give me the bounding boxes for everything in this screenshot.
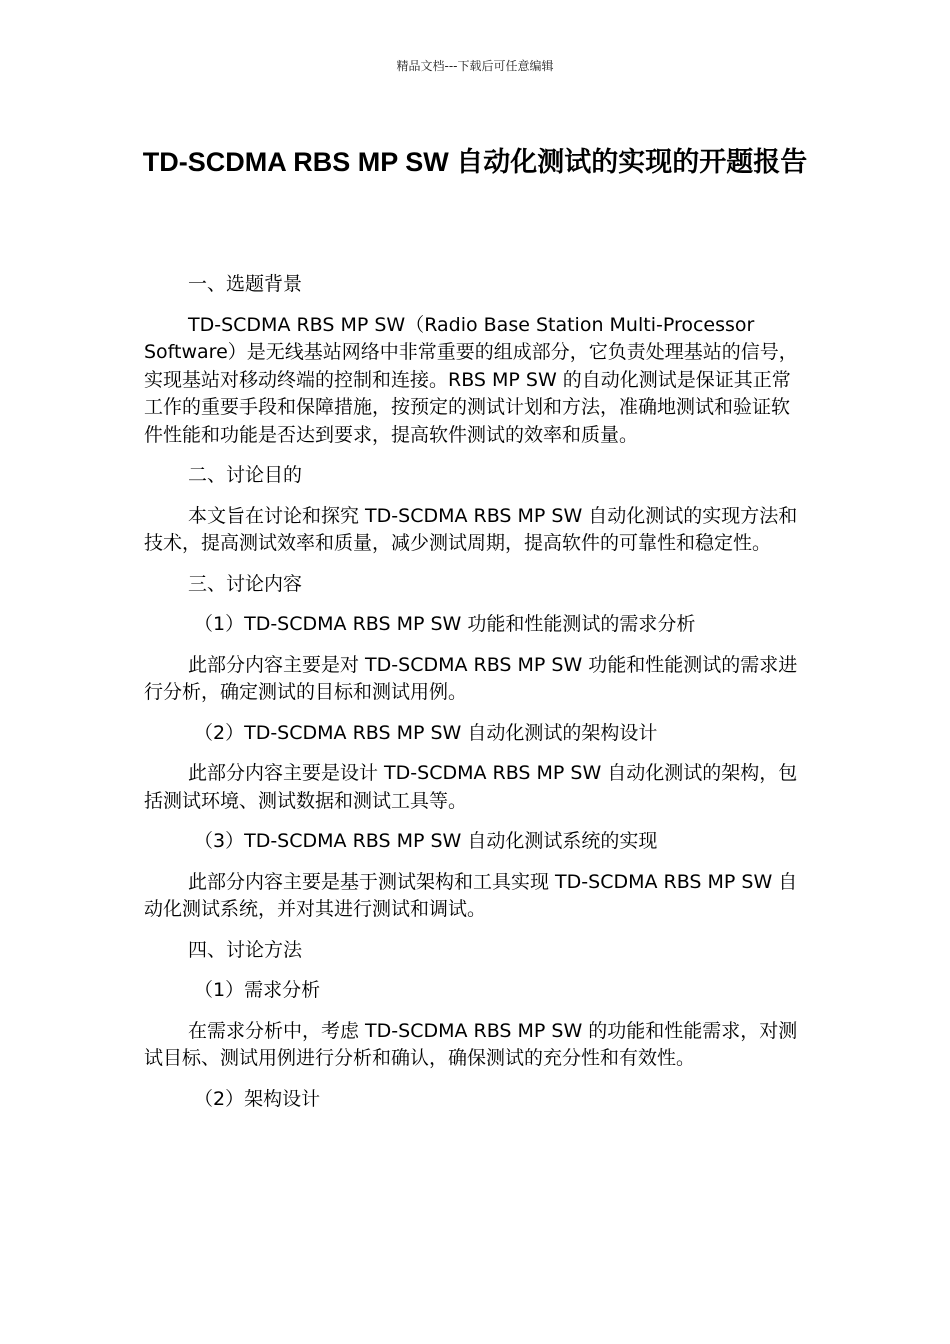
page-header-note: 精品文档---下载后可任意编辑 (396, 59, 554, 73)
paragraph-implementation: 此部分内容主要是基于测试架构和工具实现 TD-SCDMA RBS MP SW 自动化测试系统，并对其进行测试和调试。 (144, 870, 798, 920)
document-title: TD-SCDMA RBS MP SW 自动化测试的实现的开题报告 (142, 147, 808, 177)
subheading-architecture: （2）TD-SCDMA RBS MP SW 自动化测试的架构设计 (194, 721, 658, 744)
paragraph-requirements: 此部分内容主要是对 TD-SCDMA RBS MP SW 功能和性能测试的需求进行分析，确定测试的目标和测试用例。 (144, 653, 798, 703)
subheading-needs-analysis: （1）需求分析 (194, 979, 321, 1001)
subheading-requirements: （1）TD-SCDMA RBS MP SW 功能和性能测试的需求分析 (194, 613, 696, 635)
section-heading-background: 一、选题背景 (188, 273, 303, 295)
section-heading-methods: 四、讨论方法 (188, 938, 303, 961)
section-heading-content: 三、讨论内容 (188, 572, 303, 595)
paragraph-background: TD-SCDMA RBS MP SW（Radio Base Station Multi-Processor Software）是无线基站网络中非常重要的组成部分，它负责处理基站的信号，实现基站对移动终端的控制和连接。RBS MP SW 的自动化测试是保证其正常工作的重要手段和保障措施，按预定的测试计划和方法，准确地测试和验证软件性能和功能是否达到要求，提高软件测试的效率和质量。 (144, 313, 798, 446)
paragraph-needs-analysis: 在需求分析中，考虑 TD-SCDMA RBS MP SW 的功能和性能需求，对测试目标、测试用例进行分析和确认，确保测试的充分性和有效性。 (144, 1019, 798, 1069)
paragraph-purpose: 本文旨在讨论和探究 TD-SCDMA RBS MP SW 自动化测试的实现方法和技术，提高测试效率和质量，减少测试周期，提高软件的可靠性和稳定性。 (144, 504, 798, 554)
document-body (144, 271, 808, 1126)
paragraph-architecture: 此部分内容主要是设计 TD-SCDMA RBS MP SW 自动化测试的架构，包括测试环境、测试数据和测试工具等。 (144, 762, 798, 812)
section-heading-purpose: 二、讨论目的 (188, 464, 303, 486)
subheading-architecture-design: （2）架构设计 (194, 1087, 321, 1110)
subheading-implementation: （3）TD-SCDMA RBS MP SW 自动化测试系统的实现 (194, 830, 658, 852)
